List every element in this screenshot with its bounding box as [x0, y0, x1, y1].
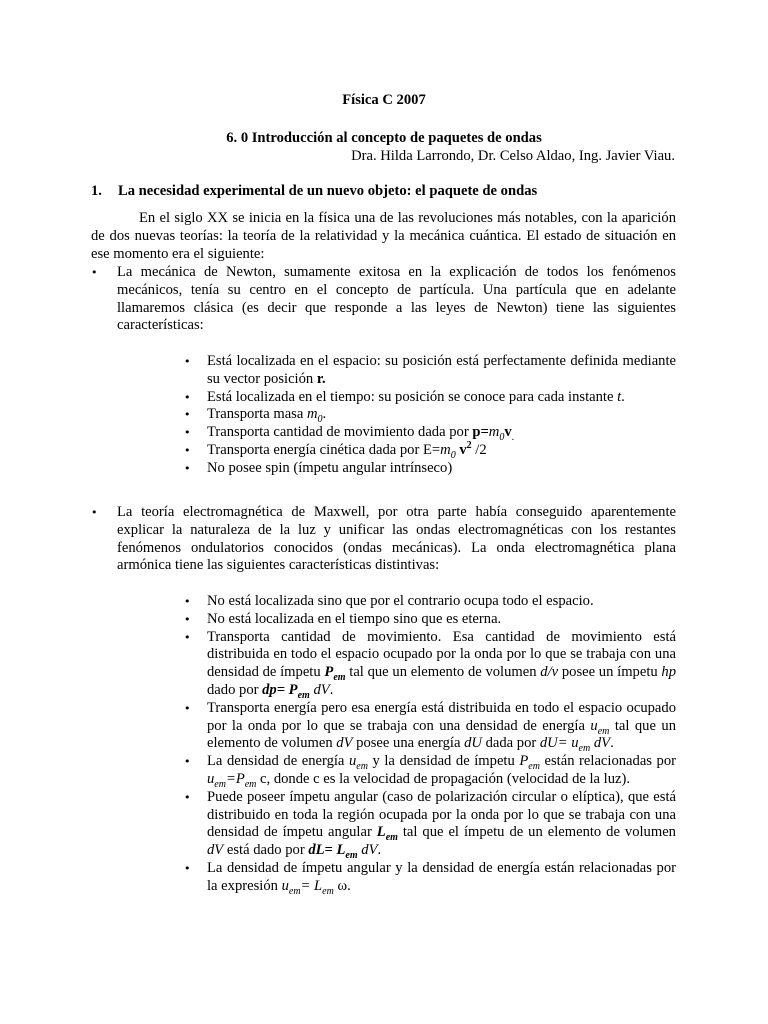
bullet-icon: • — [184, 755, 191, 769]
maxwell-bullet-item — [91, 504, 676, 575]
newton-characteristics-list — [184, 353, 676, 478]
bullet-icon: • — [184, 701, 191, 715]
bullet-icon: • — [184, 408, 191, 422]
list-item: • Transporta energía pero esa energía está distribuida en todo el espacio ocupado por la onda por lo que se trabaja con una densidad de energía $u_{em}$ tal que un elemento de volumen dV posee una energía dU dada por $dU= u_{em}$ dV. — [184, 699, 676, 755]
document-title: Física C 2007 — [342, 92, 426, 108]
newton-list — [91, 264, 676, 335]
bullet-icon: • — [184, 595, 191, 608]
maxwell-text: La teoría electromagnética de Maxwell, por otra parte había conseguido aparentemente explicar la naturaleza de la luz y unificar las ondas electromagnéticas con los restantes fenómenos ondulatorios conocidos (ondas mecánicas). La onda electromagnética plana armónica tiene las siguientes características distintivas: — [117, 504, 676, 574]
bullet-icon: • — [184, 426, 191, 440]
maxwell-list — [91, 504, 676, 575]
document-authors: Dra. Hilda Larrondo, Dr. Celso Aldao, Ing. Javier Viau. — [351, 148, 675, 164]
list-item: • Transporta masa $m_0$. — [184, 406, 327, 426]
list-item: • No está localizada en el tiempo sino que es eterna. — [184, 610, 502, 627]
list-item: • Transporta cantidad de movimiento dada por $p=m_0v_.$ — [184, 424, 515, 444]
bullet-icon: • — [184, 443, 191, 457]
list-item: • La densidad de ímpetu angular y la densidad de energía están relacionadas por la expresión $u_{em}= L_{em}$ ω. — [184, 859, 676, 897]
bullet-icon: • — [184, 630, 191, 644]
bullet-icon: • — [184, 461, 191, 475]
list-item: • Está localizada en el espacio: su posición está perfectamente definida mediante su vector posición r. — [184, 353, 676, 387]
bullet-icon: • — [184, 355, 191, 368]
newton-text: La mecánica de Newton, sumamente exitosa en la explicación de todos los fenómenos mecánicos, tenía su centro en el concepto de partícula. Una partícula que en adelante llamaremos clásica (es decir que responde a las leyes de Newton) tiene las siguientes características: — [117, 264, 676, 334]
list-item: • Transporta energía cinética dada por $E=m_0$ $v^2$ /2 — [184, 440, 487, 461]
list-item: • La densidad de energía $u_{em}$ y la densidad de ímpetu $P_{em}$ están relacionadas por $u_{em}=P_{em}$ c, donde c es la velocidad de propagación (velocidad de la luz). — [184, 753, 676, 790]
section-heading — [91, 183, 537, 201]
section-number: 1. — [91, 183, 102, 199]
document-subtitle: 6. 0 Introducción al concepto de paquetes de ondas — [226, 130, 542, 146]
bullet-icon: • — [184, 612, 191, 626]
bullet-icon: • — [184, 790, 191, 804]
list-item: • Está localizada en el tiempo: su posición se conoce para cada instante t. — [184, 388, 625, 405]
list-item: • No posee spin (ímpetu angular intrínseco) — [184, 459, 453, 476]
maxwell-characteristics-list — [184, 593, 676, 896]
bullet-icon: • — [91, 266, 98, 279]
bullet-icon: • — [184, 390, 191, 404]
list-item: • No está localizada sino que por el contrario ocupa todo el espacio. — [184, 593, 594, 609]
bullet-icon: • — [184, 861, 191, 875]
section-title: La necesidad experimental de un nuevo objeto: el paquete de ondas — [118, 183, 538, 199]
intro-paragraph: En el siglo XX se inicia en la física una de las revoluciones más notables, con la aparición de dos nuevas teorías: la teoría de la relatividad y la mecánica cuántica. El estado de situación en ese momento era el siguiente: — [91, 210, 676, 262]
list-item: • Puede poseer ímpetu angular (caso de polarización circular o elíptica), que está distribuido en toda la región ocupada por la onda por lo que se trabaja con una densidad de ímpetu angular $L_{em}$ tal que el ímpetu de un elemento de volumen dV está dado por $dL= L_{em}$ dV. — [184, 788, 676, 862]
list-item: • Transporta cantidad de movimiento. Esa cantidad de movimiento está distribuida en todo el espacio ocupado por la onda por lo que se trabaja con una densidad de ímpetu $P_{em}$ tal que un elemento de volumen d/v posee un ímpetu hp dado por $dp= P_{em}$ dV. — [184, 628, 676, 701]
bullet-icon: • — [91, 506, 98, 519]
newton-bullet-item — [91, 264, 676, 335]
